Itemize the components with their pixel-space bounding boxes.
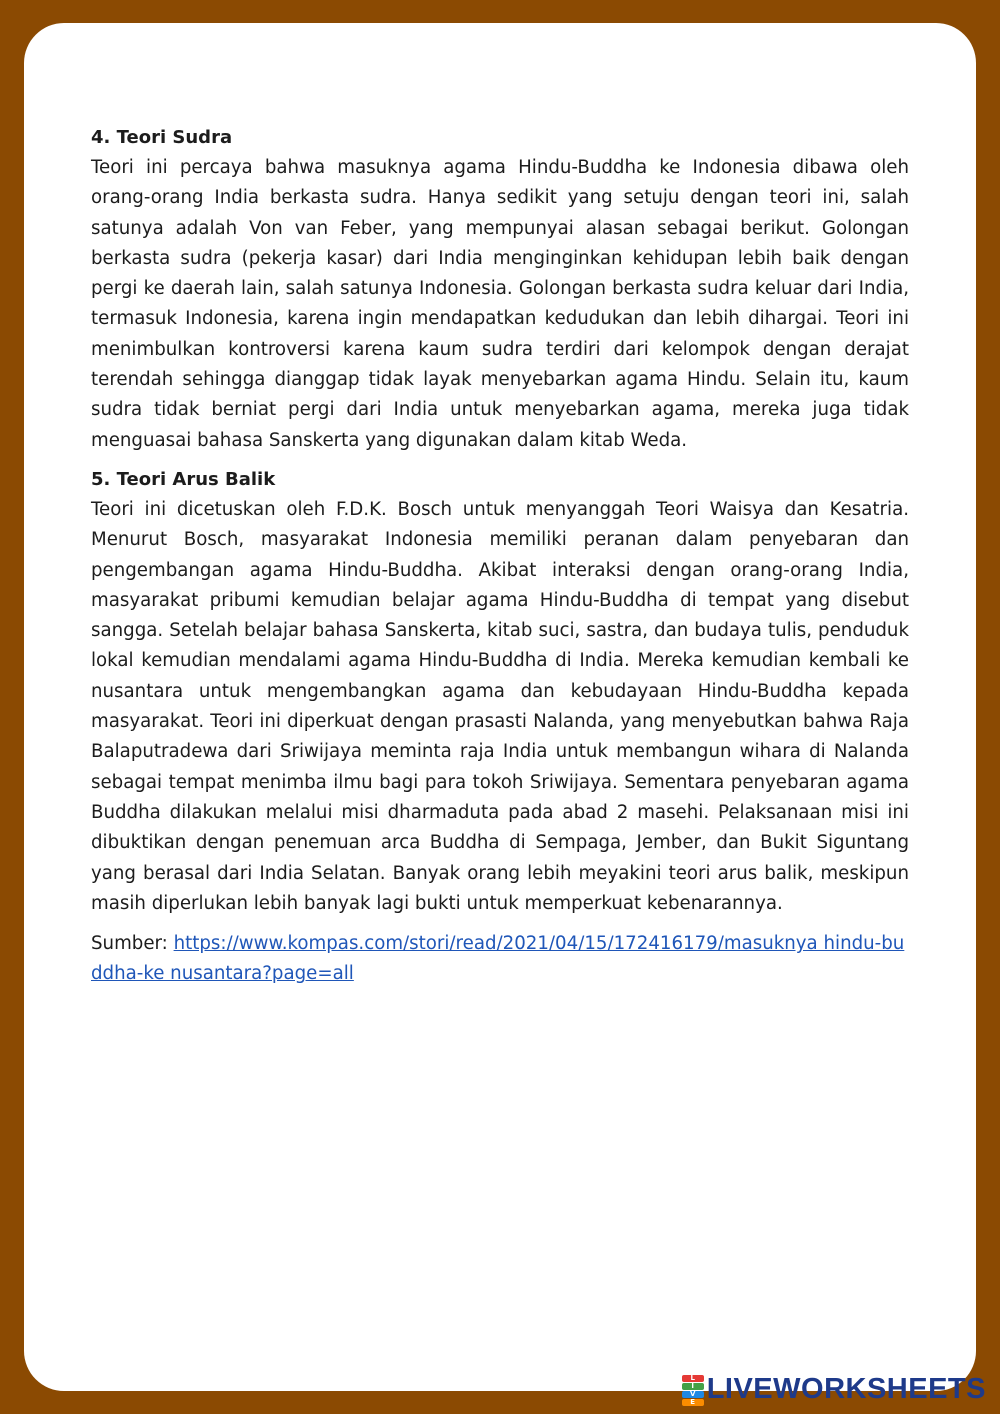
section-heading: 4. Teori Sudra [91,127,233,148]
section-body: Teori ini dicetuskan oleh F.D.K. Bosch untuk menyanggah Teori Waisya dan Kesatria. Menurut Bosch, masyarakat Indonesia memiliki peranan dalam penyebaran dan pengembangan agama Hindu-Buddha. Akibat interaksi dengan orang-orang India, masyarakat pribumi kemudian belajar agama Hindu-Buddha di tempat yang disebut sangga. Setelah belajar bahasa Sanskerta, kitab suci, sastra, dan budaya tulis, penduduk lokal kemudian mendalami agama Hindu-Buddha di India. Mereka kemudian kembali ke nusantara untuk mengembangkan agama dan kebudayaan Hindu-Buddha kepada masyarakat. Teori ini diperkuat dengan prasasti Nalanda, yang menyebutkan bahwa Raja Balaputradewa dari Sriwijaya meminta raja India untuk membangun wihara di Nalanda sebagai tempat menimba ilmu bagi para tokoh Sriwijaya. Sementara penyebaran agama Buddha dilakukan melalui misi dharmaduta pada abad 2 masehi. Pelaksanaan misi ini dibuktikan dengan penemuan arca Buddha di Sempaga, Jember, dan Bukit Siguntang yang berasal dari India Selatan. Banyak orang lebih meyakini teori arus balik, meskipun masih diperlukan lebih banyak lagi bukti untuk memperkuat kebenarannya. [91,498,909,914]
section-teori-arus-balik [91,465,909,919]
source-citation [91,929,909,990]
source-label: Sumber: [91,933,174,955]
logo-wordmark: LIVEWORKSHEETS [706,1372,986,1405]
badge-letter: V [682,1391,704,1398]
logo-badge-icon [682,1374,704,1406]
badge-letter: L [682,1375,704,1382]
article-content [91,123,909,990]
section-heading: 5. Teori Arus Balik [91,468,276,490]
source-link[interactable]: https://www.kompas.com/stori/read/2021/04/15/172416179/masuknya hindu-buddha-ke nusantara?page=all [91,933,905,985]
section-body: Teori ini percaya bahwa masuknya agama Hindu-Buddha ke Indonesia dibawa oleh orang-orang India berkasta sudra. Hanya sedikit yang setuju dengan teori ini, salah satunya adalah Von van Feber, yang mempunyai alasan sebagai berikut. Golongan berkasta sudra (pekerja kasar) dari India menginginkan kehidupan lebih baik dengan pergi ke daerah lain, salah satunya Indonesia. Golongan berkasta sudra keluar dari India, termasuk Indonesia, karena ingin mendapatkan kedudukan dan lebih dihargai. Teori ini menimbulkan kontroversi karena kaum sudra terdiri dari kelompok dengan derajat terendah sehingga dianggap tidak layak menyebarkan agama Hindu. Selain itu, kaum sudra tidak berniat pergi dari India untuk menyebarkan agama, mereka juga tidak menguasai bahasa Sanskerta yang digunakan dalam kitab Weda. [91,157,909,451]
worksheet-page [24,23,976,1391]
liveworksheets-logo[interactable] [682,1374,986,1404]
badge-letter: E [682,1399,704,1406]
badge-letter: I [682,1383,704,1390]
section-teori-sudra [91,123,909,456]
